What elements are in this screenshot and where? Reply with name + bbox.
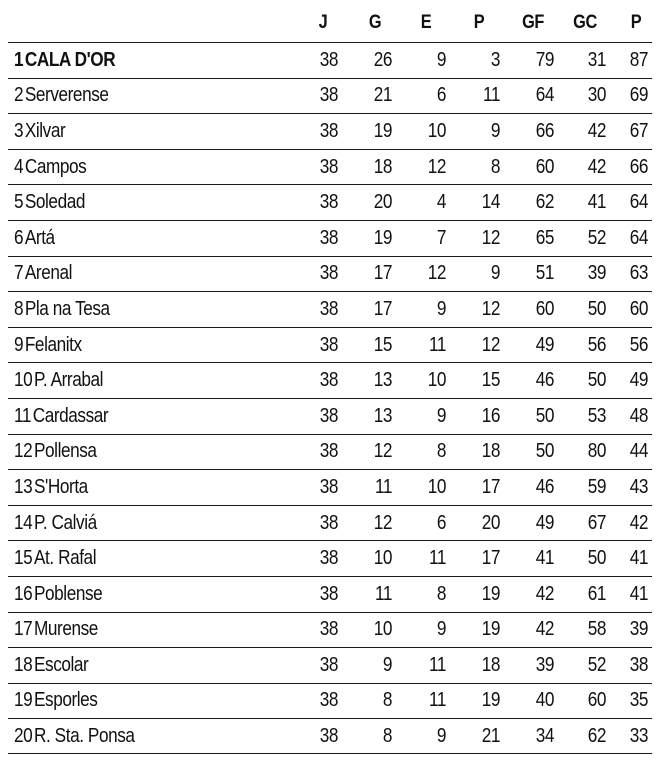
goals-against-cell: 80: [587, 440, 606, 463]
goals-against-cell: 53: [587, 404, 606, 427]
won-cell: 8: [382, 689, 392, 712]
won-cell: 8: [382, 724, 392, 747]
team-name: Escolar: [33, 653, 89, 676]
goals-for-cell: 50: [535, 404, 554, 427]
drawn-cell: 9: [436, 404, 446, 427]
team-cell: [14, 648, 88, 683]
team-cell: [14, 541, 96, 576]
table-row: [8, 469, 652, 505]
team-cell: [14, 506, 97, 541]
drawn-cell: 11: [429, 653, 446, 676]
header-goals-against: GC: [573, 12, 597, 33]
position-number: 3: [14, 119, 24, 142]
drawn-cell: 9: [436, 724, 446, 747]
won-cell: 9: [382, 653, 392, 676]
played-cell: 38: [319, 582, 338, 605]
drawn-cell: 7: [436, 226, 446, 249]
played-cell: 38: [319, 191, 338, 214]
lost-cell: 17: [481, 547, 500, 570]
played-cell: 38: [319, 724, 338, 747]
won-cell: 17: [373, 297, 392, 320]
table-row: [8, 220, 652, 256]
position-number: 16: [14, 582, 33, 605]
standings-table: [8, 4, 652, 754]
goals-for-cell: 46: [535, 475, 554, 498]
lost-cell: 18: [481, 653, 500, 676]
team-name: Esporles: [33, 689, 98, 712]
lost-cell: 12: [481, 333, 500, 356]
position-number: 1: [14, 48, 24, 71]
points-cell: 41: [629, 582, 648, 605]
goals-for-cell: 49: [535, 333, 554, 356]
won-cell: 12: [373, 440, 392, 463]
team-cell: [14, 577, 102, 612]
goals-against-cell: 50: [587, 369, 606, 392]
team-cell: [14, 613, 98, 648]
table-row: [8, 540, 652, 576]
played-cell: 38: [319, 511, 338, 534]
points-cell: 41: [629, 547, 648, 570]
goals-for-cell: 51: [535, 262, 554, 285]
points-cell: 87: [629, 48, 648, 71]
team-name: R. Sta. Ponsa: [33, 724, 135, 747]
position-number: 7: [14, 262, 24, 285]
drawn-cell: 10: [427, 369, 446, 392]
points-cell: 64: [629, 191, 648, 214]
goals-against-cell: 56: [587, 333, 606, 356]
goals-against-cell: 50: [587, 547, 606, 570]
won-cell: 21: [373, 84, 392, 107]
team-cell: [14, 114, 65, 149]
drawn-cell: 6: [436, 84, 446, 107]
goals-for-cell: 50: [535, 440, 554, 463]
points-cell: 56: [629, 333, 648, 356]
points-cell: 69: [629, 84, 648, 107]
won-cell: 19: [373, 226, 392, 249]
played-cell: 38: [319, 226, 338, 249]
team-name: Pla na Tesa: [24, 297, 110, 320]
lost-cell: 19: [481, 689, 500, 712]
position-number: 10: [14, 369, 33, 392]
goals-against-cell: 42: [587, 119, 606, 142]
header-won: G: [368, 12, 382, 33]
table-row: [8, 505, 652, 541]
played-cell: 38: [319, 440, 338, 463]
points-cell: 64: [629, 226, 648, 249]
drawn-cell: 6: [436, 511, 446, 534]
points-cell: 43: [629, 475, 648, 498]
team-name: P. Calviá: [33, 511, 97, 534]
drawn-cell: 4: [436, 191, 446, 214]
goals-for-cell: 62: [535, 191, 554, 214]
goals-for-cell: 60: [535, 297, 554, 320]
team-cell: [14, 292, 110, 327]
drawn-cell: 9: [436, 297, 446, 320]
lost-cell: 15: [481, 369, 500, 392]
drawn-cell: 11: [429, 333, 446, 356]
goals-for-cell: 64: [535, 84, 554, 107]
lost-cell: 14: [481, 191, 500, 214]
played-cell: 38: [319, 653, 338, 676]
team-cell: [14, 719, 135, 753]
goals-against-cell: 41: [587, 191, 606, 214]
team-cell: [14, 399, 108, 434]
lost-cell: 19: [481, 582, 500, 605]
lost-cell: 19: [481, 618, 500, 641]
table-row: [8, 398, 652, 434]
team-name: Soledad: [24, 191, 85, 214]
table-header: [8, 4, 652, 42]
played-cell: 38: [319, 297, 338, 320]
position-number: 15: [14, 547, 33, 570]
team-name: Serverense: [24, 84, 109, 107]
team-name: At. Rafal: [33, 547, 97, 570]
position-number: 12: [14, 440, 33, 463]
header-played: J: [318, 12, 328, 33]
position-number: 13: [14, 475, 33, 498]
points-cell: 60: [629, 297, 648, 320]
played-cell: 38: [319, 119, 338, 142]
goals-against-cell: 58: [587, 618, 606, 641]
played-cell: 38: [319, 333, 338, 356]
position-number: 8: [14, 297, 24, 320]
goals-against-cell: 61: [587, 582, 606, 605]
drawn-cell: 11: [429, 689, 446, 712]
won-cell: 11: [375, 475, 392, 498]
header-points: P: [630, 12, 642, 33]
won-cell: 18: [373, 155, 392, 178]
goals-for-cell: 79: [535, 48, 554, 71]
team-name: Murense: [33, 618, 98, 641]
drawn-cell: 10: [427, 475, 446, 498]
team-name: CALA D'OR: [24, 48, 116, 71]
team-cell: [14, 185, 85, 220]
team-name: Arenal: [24, 262, 72, 285]
points-cell: 49: [629, 369, 648, 392]
position-number: 18: [14, 653, 33, 676]
team-cell: [14, 79, 109, 114]
goals-for-cell: 46: [535, 369, 554, 392]
goals-against-cell: 67: [587, 511, 606, 534]
won-cell: 13: [373, 369, 392, 392]
won-cell: 20: [373, 191, 392, 214]
drawn-cell: 12: [427, 262, 446, 285]
goals-against-cell: 52: [587, 226, 606, 249]
position-number: 4: [14, 155, 24, 178]
goals-against-cell: 50: [587, 297, 606, 320]
position-number: 5: [14, 191, 24, 214]
won-cell: 12: [373, 511, 392, 534]
header-drawn: E: [420, 12, 432, 33]
played-cell: 38: [319, 48, 338, 71]
drawn-cell: 11: [429, 547, 446, 570]
table-row: [8, 612, 652, 648]
table-row: [8, 291, 652, 327]
played-cell: 38: [319, 404, 338, 427]
lost-cell: 3: [490, 48, 500, 71]
team-cell: [14, 257, 72, 292]
team-cell: [14, 150, 86, 185]
table-row: [8, 42, 652, 78]
table-row: [8, 113, 652, 149]
won-cell: 26: [373, 48, 392, 71]
points-cell: 35: [629, 689, 648, 712]
team-name: P. Arrabal: [33, 369, 104, 392]
table-row: [8, 362, 652, 398]
lost-cell: 12: [481, 226, 500, 249]
points-cell: 63: [629, 262, 648, 285]
won-cell: 10: [373, 618, 392, 641]
drawn-cell: 12: [427, 155, 446, 178]
played-cell: 38: [319, 547, 338, 570]
table-row: [8, 327, 652, 363]
played-cell: 38: [319, 369, 338, 392]
drawn-cell: 10: [427, 119, 446, 142]
table-row: [8, 256, 652, 292]
team-name: S'Horta: [33, 475, 88, 498]
goals-against-cell: 60: [587, 689, 606, 712]
goals-against-cell: 59: [587, 475, 606, 498]
position-number: 17: [14, 618, 33, 641]
lost-cell: 11: [483, 84, 500, 107]
team-cell: [14, 328, 82, 363]
lost-cell: 18: [481, 440, 500, 463]
position-number: 20: [14, 724, 33, 747]
team-cell: [14, 221, 55, 256]
lost-cell: 20: [481, 511, 500, 534]
table-row: [8, 576, 652, 612]
points-cell: 42: [629, 511, 648, 534]
team-cell: [14, 435, 97, 470]
goals-for-cell: 34: [535, 724, 554, 747]
goals-against-cell: 62: [587, 724, 606, 747]
table-row: [8, 683, 652, 719]
played-cell: 38: [319, 262, 338, 285]
played-cell: 38: [319, 689, 338, 712]
team-name: Xilvar: [24, 119, 66, 142]
table-row: [8, 184, 652, 220]
position-number: 6: [14, 226, 24, 249]
won-cell: 13: [373, 404, 392, 427]
position-number: 14: [14, 511, 33, 534]
won-cell: 15: [373, 333, 392, 356]
goals-for-cell: 42: [535, 618, 554, 641]
points-cell: 33: [629, 724, 648, 747]
position-number: 2: [14, 84, 24, 107]
header-lost: P: [473, 12, 485, 33]
goals-against-cell: 39: [587, 262, 606, 285]
drawn-cell: 9: [436, 48, 446, 71]
played-cell: 38: [319, 475, 338, 498]
points-cell: 39: [629, 618, 648, 641]
drawn-cell: 8: [436, 582, 446, 605]
played-cell: 38: [319, 84, 338, 107]
team-name: Pollensa: [33, 440, 97, 463]
played-cell: 38: [319, 618, 338, 641]
team-name: Campos: [24, 155, 87, 178]
points-cell: 44: [629, 440, 648, 463]
table-row: [8, 149, 652, 185]
table-row: [8, 434, 652, 470]
lost-cell: 8: [490, 155, 500, 178]
goals-for-cell: 66: [535, 119, 554, 142]
goals-against-cell: 31: [587, 48, 606, 71]
goals-for-cell: 49: [535, 511, 554, 534]
goals-against-cell: 52: [587, 653, 606, 676]
team-name: Poblense: [33, 582, 103, 605]
goals-for-cell: 42: [535, 582, 554, 605]
team-cell: [14, 43, 115, 78]
team-cell: [14, 470, 88, 505]
team-name: Felanitx: [24, 333, 82, 356]
team-cell: [14, 684, 97, 719]
played-cell: 38: [319, 155, 338, 178]
goals-for-cell: 41: [535, 547, 554, 570]
position-number: 19: [14, 689, 33, 712]
team-name: Cardassar: [32, 404, 109, 427]
goals-for-cell: 40: [535, 689, 554, 712]
goals-against-cell: 42: [587, 155, 606, 178]
team-cell: [14, 363, 103, 398]
lost-cell: 12: [481, 297, 500, 320]
goals-for-cell: 60: [535, 155, 554, 178]
won-cell: 11: [375, 582, 392, 605]
position-number: 9: [14, 333, 24, 356]
points-cell: 38: [629, 653, 648, 676]
lost-cell: 9: [490, 262, 500, 285]
table-row: [8, 78, 652, 114]
lost-cell: 9: [490, 119, 500, 142]
points-cell: 66: [629, 155, 648, 178]
won-cell: 19: [373, 119, 392, 142]
won-cell: 10: [373, 547, 392, 570]
lost-cell: 21: [481, 724, 500, 747]
goals-for-cell: 65: [535, 226, 554, 249]
drawn-cell: 8: [436, 440, 446, 463]
goals-against-cell: 30: [587, 84, 606, 107]
drawn-cell: 9: [436, 618, 446, 641]
position-number: 11: [14, 404, 31, 427]
table-row: [8, 647, 652, 683]
goals-for-cell: 39: [535, 653, 554, 676]
header-goals-for: GF: [522, 12, 544, 33]
table-body: [8, 42, 652, 754]
team-name: Artá: [24, 226, 55, 249]
lost-cell: 16: [481, 404, 500, 427]
points-cell: 67: [629, 119, 648, 142]
lost-cell: 17: [481, 475, 500, 498]
won-cell: 17: [373, 262, 392, 285]
table-row: [8, 718, 652, 754]
points-cell: 48: [629, 404, 648, 427]
